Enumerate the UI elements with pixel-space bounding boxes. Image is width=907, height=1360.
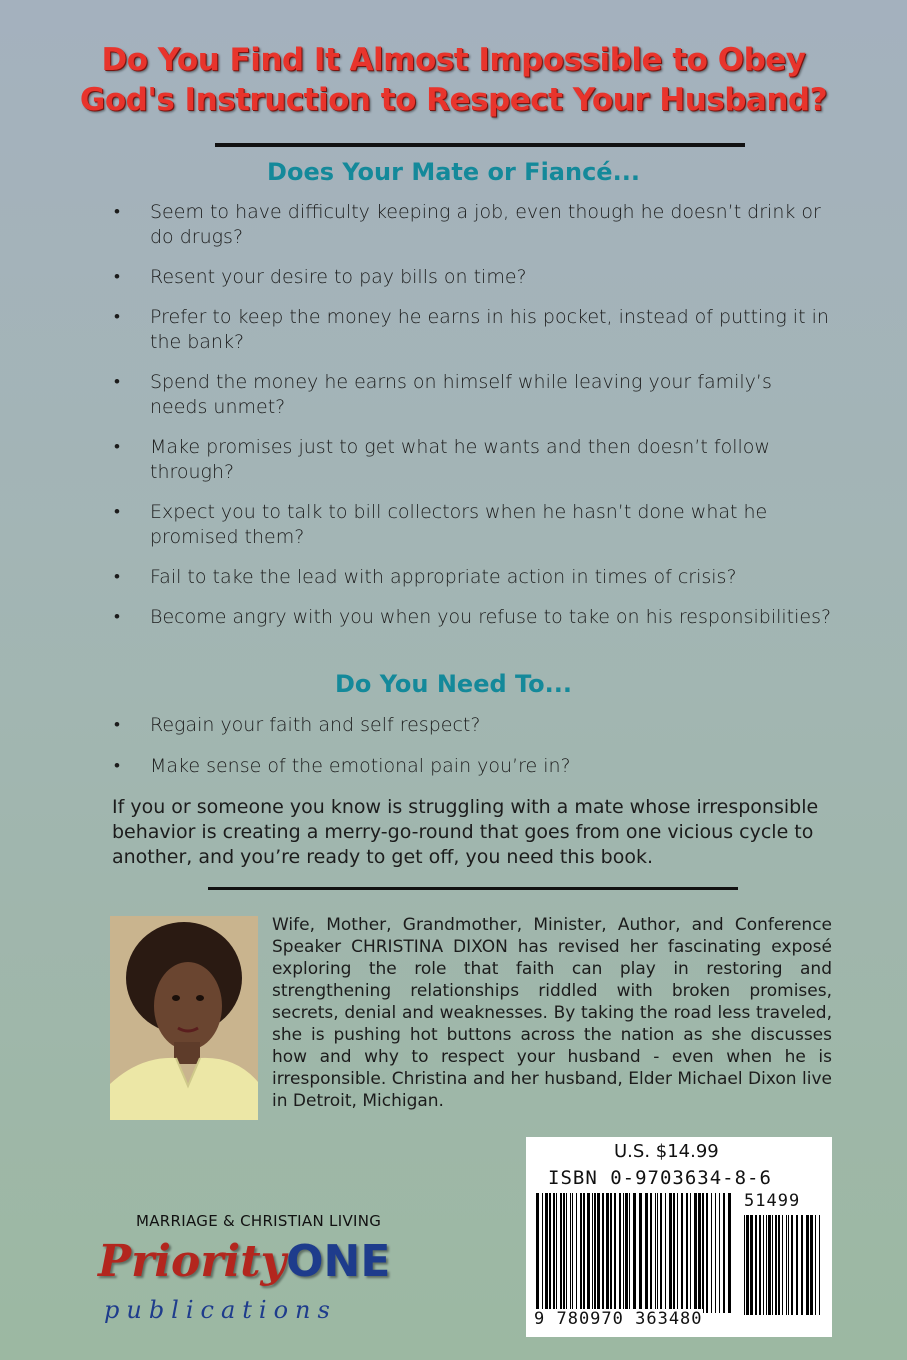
barcode-bar — [806, 1215, 809, 1315]
list-item: • Resent your desire to pay bills on time? — [112, 265, 832, 290]
barcode-bar — [655, 1193, 656, 1313]
barcode-bars-main — [536, 1193, 736, 1313]
headline-line-2: God's Instruction to Respect Your Husband? — [79, 82, 828, 118]
barcode-bar — [566, 1193, 567, 1313]
barcode-bar — [602, 1193, 604, 1313]
list-item: • Make sense of the emotional pain you’re in? — [112, 754, 832, 779]
need-question-list — [112, 713, 832, 779]
top-divider — [215, 143, 745, 147]
barcode-bar — [759, 1215, 761, 1315]
closing-paragraph: If you or someone you know is struggling with a mate whose irresponsible behavior is creating a merry-go-round that goes from one vicious cycle to another, and you’re ready to get off, you need this book. — [112, 796, 819, 868]
author-photo — [110, 916, 258, 1120]
barcode-bar — [677, 1193, 678, 1313]
logo-priority-text: Priority — [98, 1236, 287, 1287]
barcode-bar — [702, 1193, 704, 1313]
list-item: • Make promises just to get what he wants and then doesn’t follow through? — [112, 435, 832, 485]
barcode-bar — [549, 1193, 551, 1313]
price-addon-code: 51499 — [744, 1191, 801, 1211]
barcode-bar — [750, 1215, 753, 1315]
price-label: U.S. $14.99 — [614, 1141, 719, 1162]
barcode-bar — [815, 1215, 816, 1315]
barcode-bar — [623, 1193, 624, 1313]
barcode-bar — [614, 1193, 616, 1313]
barcode-bar — [744, 1215, 745, 1315]
barcode-bars-addon — [744, 1215, 824, 1315]
barcode-bar — [801, 1215, 803, 1315]
barcode-bar — [778, 1215, 780, 1315]
barcode-bar — [625, 1193, 628, 1313]
barcode-bar — [796, 1215, 798, 1315]
barcode-bar — [694, 1193, 697, 1313]
barcode-bar — [686, 1193, 688, 1313]
barcode-bar — [560, 1193, 562, 1313]
barcode-bar — [629, 1193, 630, 1313]
barcode-bar — [766, 1215, 767, 1315]
barcode-bar — [775, 1215, 777, 1315]
barcode-bar — [572, 1193, 573, 1313]
list-item: • Become angry with you when you refuse to take on his responsibilities? — [112, 605, 832, 655]
barcode-bar — [755, 1215, 757, 1315]
barcode-bar — [542, 1193, 543, 1313]
list-item: • Spend the money he earns on himself while leaving your family’s needs unmet? — [112, 370, 832, 420]
section-title-mate: Does Your Mate or Fiancé... — [267, 158, 640, 186]
barcode-bar — [594, 1193, 596, 1313]
barcode-bar — [657, 1193, 658, 1313]
logo-one-text: ONE — [286, 1236, 391, 1287]
barcode-bar — [681, 1193, 683, 1313]
barcode-bar — [563, 1193, 565, 1313]
barcode-bar — [711, 1193, 712, 1313]
list-item: • Expect you to talk to bill collectors when he hasn’t done what he promised them? — [112, 500, 832, 550]
barcode-bar — [606, 1193, 609, 1313]
barcode-bar — [592, 1193, 593, 1313]
barcode-bar — [576, 1193, 577, 1313]
publisher-logo — [98, 1236, 390, 1287]
barcode-bar — [763, 1215, 764, 1315]
section-title-need: Do You Need To... — [334, 670, 573, 698]
cover-headline — [60, 40, 847, 120]
logo-publications-text: publications — [104, 1296, 337, 1324]
author-bio: Wife, Mother, Grandmother, Minister, Author, and Conference Speaker CHRISTINA DIXON has revised her fascinating exposé exploring the role that faith can play in restoring and strengthening relationships riddled with broken promises, secrets, denial and weaknesses. By taking the road less traveled, she is pushing hot buttons across the nation as she discusses how and why to respect your husband - even when he is irresponsible. Christina and her husband, Elder Michael Dixon live in Detroit, Michigan. — [272, 915, 832, 1111]
barcode-bar — [610, 1193, 612, 1313]
barcode-bar — [545, 1193, 548, 1313]
barcode-bar — [719, 1193, 720, 1313]
barcode-bar — [698, 1193, 701, 1313]
list-item: • Regain your faith and self respect? — [112, 713, 832, 738]
barcode-bar — [645, 1193, 648, 1313]
list-item: • Seem to have difficulty keeping a job, even though he doesn’t drink or do drugs? — [112, 200, 832, 250]
barcode-bar — [786, 1215, 787, 1315]
book-category: MARRIAGE & CHRISTIAN LIVING — [136, 1212, 382, 1230]
author-portrait-illustration — [110, 916, 258, 1120]
barcode-bar — [746, 1215, 749, 1315]
barcode-bar — [723, 1193, 725, 1313]
barcode-bar — [728, 1193, 731, 1313]
barcode-bar — [810, 1215, 813, 1315]
barcode-bar — [536, 1193, 539, 1313]
barcode-bar — [788, 1215, 789, 1315]
barcode-bar — [633, 1193, 636, 1313]
barcode-bar — [819, 1215, 820, 1315]
barcode-bar — [665, 1193, 666, 1313]
barcode-bar — [690, 1193, 691, 1313]
barcode-bar — [715, 1193, 716, 1313]
isbn-barcode — [526, 1137, 832, 1337]
barcode-bar — [639, 1193, 642, 1313]
ean-number: 9 780970 363480 — [534, 1309, 703, 1329]
barcode-bar — [673, 1193, 675, 1313]
barcode-bar — [556, 1193, 557, 1313]
barcode-bar — [650, 1193, 652, 1313]
barcode-bar — [660, 1193, 662, 1313]
mate-question-list — [112, 200, 832, 655]
barcode-bar — [619, 1193, 621, 1313]
barcode-bar — [706, 1193, 708, 1313]
barcode-bar — [772, 1215, 773, 1315]
barcode-bar — [791, 1215, 793, 1315]
list-item: • Prefer to keep the money he earns in his pocket, instead of putting it in the bank? — [112, 305, 832, 355]
barcode-bar — [597, 1193, 600, 1313]
barcode-bar — [768, 1215, 771, 1315]
barcode-bar — [553, 1193, 555, 1313]
barcode-bar — [580, 1193, 582, 1313]
barcode-bar — [570, 1193, 571, 1313]
middle-divider — [208, 887, 738, 890]
barcode-bar — [782, 1215, 783, 1315]
barcode-bar — [669, 1193, 672, 1313]
list-item: • Fail to take the lead with appropriate action in times of crisis? — [112, 565, 832, 590]
isbn-label: ISBN 0-9703634-8-6 — [548, 1167, 772, 1189]
barcode-bar — [587, 1193, 590, 1313]
barcode-bar — [583, 1193, 585, 1313]
headline-line-1: Do You Find It Almost Impossible to Obey — [101, 42, 806, 78]
